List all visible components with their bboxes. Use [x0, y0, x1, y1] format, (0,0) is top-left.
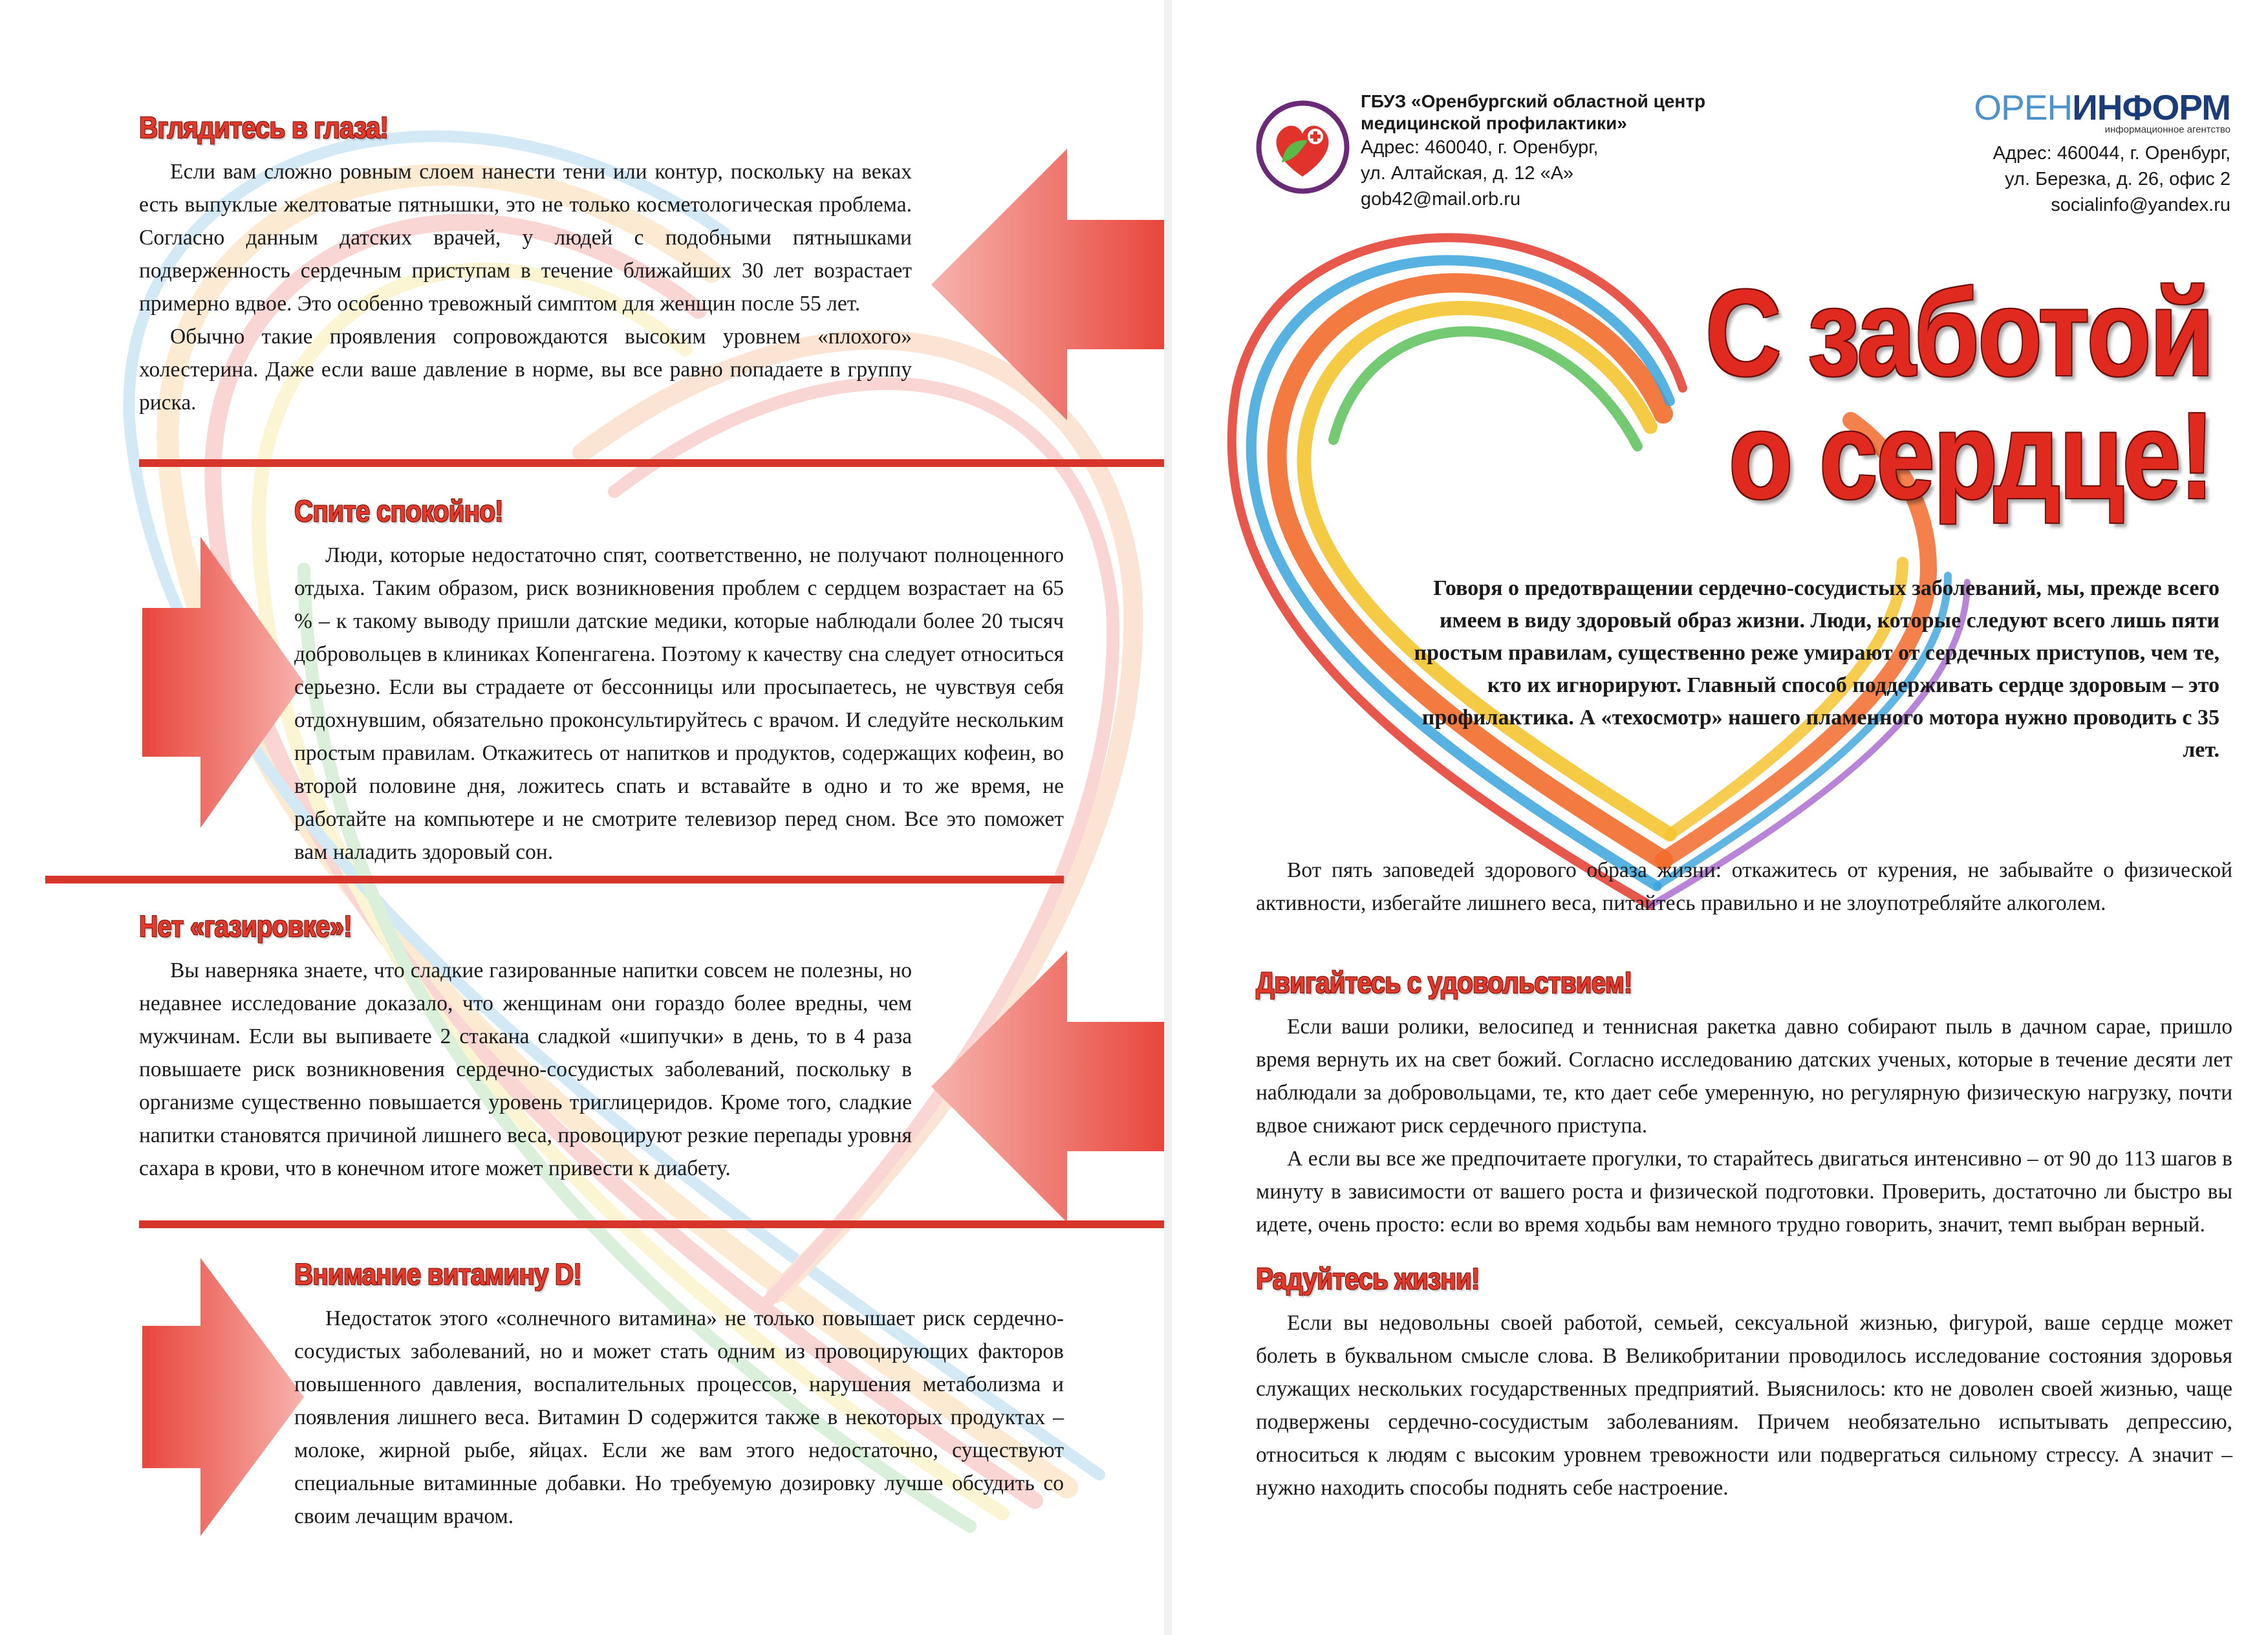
- section-enjoy-life: [1256, 1261, 2232, 1504]
- partner-info: [1974, 89, 2230, 218]
- divider-rule: [139, 1220, 1164, 1228]
- partner-address-line1: Адрес: 460044, г. Оренбург,: [1993, 143, 2230, 164]
- org-email[interactable]: gob42@mail.orb.ru: [1361, 189, 1521, 210]
- paragraph: Вы наверняка знаете, что сладкие газированные напитки совсем не полезны, но недавнее исследование доказало, что женщинам они гораздо более вредны, чем мужчинам. Если вы выпиваете 2 стакана сладкой «шипучки» в день, то в 4 раза повышаете риск возникновения сердечно-сосудистых заболеваний, поскольку в организме существенно повышается уровень триглицеридов. Кроме того, сладкие напитки становятся причиной лишнего веса, провоцируют резкие перепады уровня сахара в крови, что в конечном итоге может привести к диабету.: [139, 958, 912, 1180]
- section-heading: Спите спокойно!: [294, 494, 503, 528]
- paragraph: Недостаток этого «солнечного витамина» не только повышает риск сердечно-сосудистых заболеваний, но и может стать одним из провоцирующих факторов повышенного давления, воспалительных процессов, нарушения метаболизма и появления лишнего веса. Витамин D содержится также в некоторых продуктах – молоке, жирной рыбе, яйцах. Если же вам этого недостаточно, существуют специальные витаминные добавки. Но требуемую дозировку лучше обсудить со своим лечащим врачом.: [294, 1306, 1064, 1528]
- title-line1: С заботой: [1705, 265, 2213, 402]
- arrow-right-icon: [142, 1258, 304, 1536]
- paragraph: Люди, которые недостаточно спят, соответственно, не получают полноценного отдыха. Таким образом, риск возникновения проблем с сердцем возрастает на 65 % – к такому выводу пришли датские медики, которые наблюдали более 20 тысяч добровольцев в клиниках Копенгагена. Поэтому к качеству сна следует относиться серьезно. Если вы страдаете от бессонницы или просыпаетесь, не чувствуя себя отдохнувшим, обязательно проконсультируйтесь с врачом. И следуйте нескольким простым правилам. Откажитесь от напитков и продуктов, содержащих кофеин, во второй половине дня, ложитесь спать и вставайте в одно и то же время, не работайте на компьютере и не смотрите телевизор перед сном. Все это поможет вам наладить здоровый сон.: [294, 543, 1064, 864]
- section-heading: Нет «газировке»!: [139, 909, 352, 943]
- section-heading: Двигайтесь с удовольствием!: [1256, 966, 1632, 999]
- paragraph: Если вы недовольны своей работой, семьей, сексуальной жизнью, фигурой, ваше сердце может болеть в буквальном смысле слова. В Великобритании проводилось исследование состояния здоровья служащих нескольких государственных предприятий. Выяснилось: кто не доволен своей жизнью, чаще подвержены сердечно-сосудистым заболеваниям. Причем необязательно испытывать депрессию, относиться к людям с высоким уровнем тревожности или подвергаться сильному стрессу. А значит – нужно находить способы поднять себе настроение.: [1256, 1311, 2232, 1500]
- organization-info: [1361, 91, 1705, 212]
- medical-center-logo-icon: [1256, 100, 1350, 194]
- section-heading: Радуйтесь жизни!: [1256, 1262, 1480, 1295]
- lead-paragraph: Говоря о предотвращении сердечно-сосудистых заболеваний, мы, прежде всего имеем в виду здоровый образ жизни. Люди, которые следуют всего лишь пяти простым правилам, существенно реже умирают от сердечных приступов, чем те, кто их игнорируют. Главный способ поддерживать сердце здоровым – это профилактика. А «техосмотр» нашего пламенного мотора нужно проводить с 35 лет.: [1414, 576, 2219, 762]
- intro-block: [1256, 854, 2232, 920]
- paragraph: Если вам сложно ровным слоем нанести тени или контур, поскольку на веках есть выпуклые желтоватые пятнышки, это не только косметологическая проблема. Согласно данным датских врачей, у людей с подобными пятнышками подверженность сердечным приступам в течение ближайших 30 лет возрастает примерно вдвое. Это особенно тревожный симптом для женщин после 55 лет.: [139, 160, 912, 316]
- section-movement: [1256, 965, 2232, 1241]
- section-eyes: [139, 110, 912, 419]
- paragraph: Обычно такие проявления сопровождаются высоким уровнем «плохого» холестерина. Даже если ваше давление в норме, вы все равно попадаете в группу риска.: [139, 325, 912, 415]
- oreninform-logo: ОРЕНИНФОРМ: [1974, 87, 2230, 127]
- section-heading: Внимание витамину D!: [294, 1257, 581, 1291]
- divider-rule: [45, 876, 1064, 883]
- partner-email[interactable]: socialinfo@yandex.ru: [2051, 195, 2230, 215]
- partner-address-line2: ул. Березка, д. 26, офис 2: [2005, 169, 2230, 189]
- org-name-line2: медицинской профилактики»: [1361, 113, 1627, 133]
- page-title: [1623, 265, 2213, 525]
- right-page: [1172, 0, 2268, 1635]
- org-name-line1: ГБУЗ «Оренбургский областной центр: [1361, 91, 1706, 111]
- paragraph: А если вы все же предпочитаете прогулки, то старайтесь двигаться интенсивно – от 90 до 113 шагов в минуту в зависимости от вашего роста и физической подготовки. Проверить, достаточно ли быстро вы идете, очень просто: если во время ходьбы вам немного трудно говорить, значит, темп выбран верный.: [1256, 1147, 2232, 1237]
- divider-rule: [139, 459, 1164, 467]
- arrow-left-icon: [931, 951, 1164, 1222]
- org-address-line1: Адрес: 460040, г. Оренбург,: [1361, 137, 1599, 158]
- section-soda: [139, 909, 912, 1185]
- oreninform-subtitle: информационное агентство: [2104, 124, 2230, 135]
- section-heading: Вглядитесь в глаза!: [139, 111, 389, 144]
- arrow-right-icon: [142, 537, 304, 828]
- section-sleep: [294, 493, 1064, 869]
- intro-paragraph: Вот пять заповедей здорового образа жизни: откажитесь от курения, не забывайте о физической активности, избегайте лишнего веса, питайтесь правильно и не злоупотребляйте алкоголем.: [1256, 858, 2232, 915]
- paragraph: Если ваши ролики, велосипед и теннисная ракетка давно собирают пыль в дачном сарае, пришло время вернуть их на свет божий. Согласно исследованию датских ученых, которые в течение десяти лет наблюдали за добровольцами, те, кто дает себе умеренную, но регулярную физическую нагрузку, почти вдвое снижают риск сердечного приступа.: [1256, 1015, 2232, 1138]
- arrow-left-icon: [931, 149, 1164, 420]
- title-line2: о сердце!: [1729, 387, 2213, 525]
- org-address-line2: ул. Алтайская, д. 12 «А»: [1361, 163, 1574, 184]
- section-vitamin-d: [294, 1257, 1064, 1533]
